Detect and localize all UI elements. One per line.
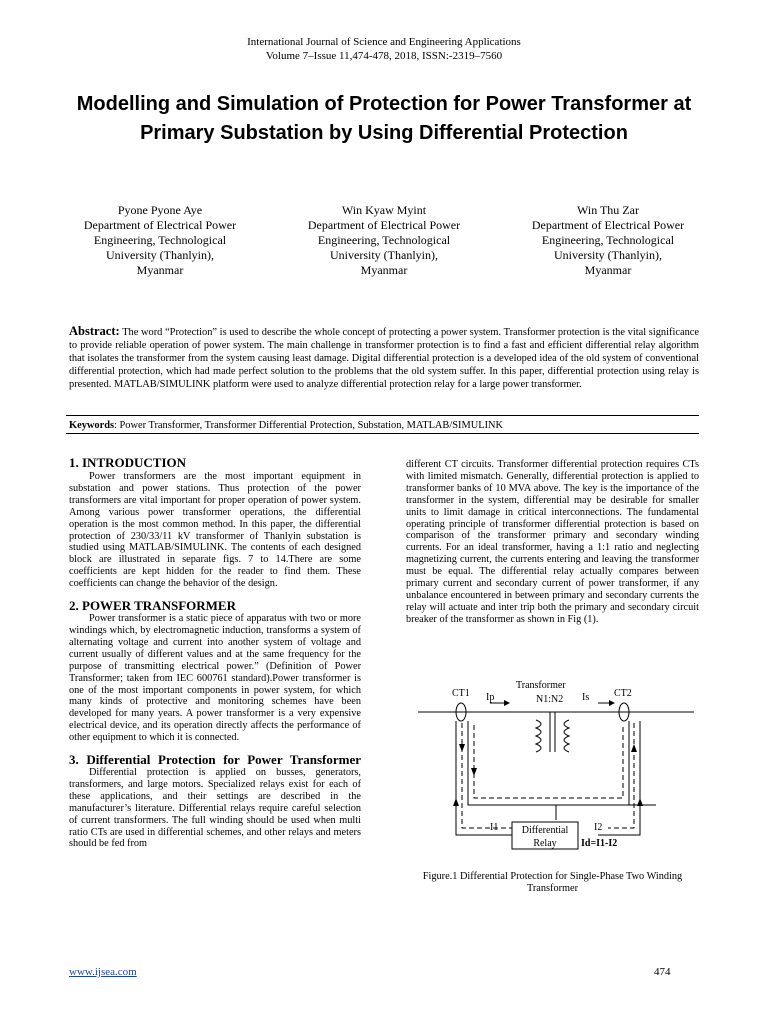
author-3 (508, 203, 708, 278)
current-path-1 (462, 723, 513, 828)
abstract-label: Abstract: (69, 324, 120, 338)
relay-label-line2: Relay (533, 838, 557, 849)
id-equation: Id=I1-I2 (581, 838, 618, 849)
arrow-icon (609, 700, 615, 706)
author-affiliation: University (Thanlyin), (106, 248, 214, 262)
figure-caption: Figure.1 Differential Protection for Single-Phase Two Winding Transformer (422, 871, 683, 894)
author-affiliation: Department of Electrical Power (531, 218, 685, 232)
section-heading-differential-protection: 3. Differential Protection for Power Transformer (69, 752, 361, 768)
arrow-icon (504, 700, 510, 706)
author-affiliation: Engineering, Technological (541, 233, 675, 247)
author-country: Myanmar (136, 263, 184, 277)
journal-link[interactable]: www.ijsea.com (69, 966, 137, 978)
author-affiliation: University (Thanlyin), (330, 248, 438, 262)
ct1-label: CT1 (452, 688, 470, 699)
arrow-icon (631, 744, 637, 752)
author-name: Win Thu Zar (577, 203, 639, 217)
primary-winding-icon (536, 720, 541, 752)
differential-protection-paragraph: Differential protection is applied on busses, generators, transformers, and large motors. Specialized relays exist for each of these applications, and their settings are described in the manufacturer’s literature. Differential relays require careful selection of current transformers. The full winding should be used when multi ratio CTs are used in differential schemes, and other relays and meters should be fed from (69, 767, 361, 850)
ip-label: Ip (486, 692, 495, 703)
ct2-label: CT2 (614, 688, 632, 699)
author-block (60, 203, 708, 278)
arrow-icon (471, 768, 477, 776)
ct1-wire (456, 721, 518, 835)
author-affiliation: Department of Electrical Power (83, 218, 237, 232)
journal-name: International Journal of Science and Engineering Applications (247, 36, 521, 48)
author-country: Myanmar (584, 263, 632, 277)
abstract-text: The word “Protection” is used to describe the whole concept of protecting a power system. Transformer protection is the vital significance to provide reliable operation of power system. The main challenge in transformer protection is to find a fast and efficient differential relay algorithm that isolates the transformer from the system causing least damage. Digital differential protection is a developed idea of the old system of conventional differential protection, which had made perfect solution to the problems that the old system suffer. In this paper, differential protection using relay is presented. MATLAB/SIMULINK platform were used to analyze differential protection relay for a large power transformer. (69, 327, 699, 390)
continued-paragraph: different CT circuits. Transformer differential protection requires CTs with limited mismatch. Generally, differential protection is applied to transformer banks of 10 MVA above. The key is the importance of the transformer in the system, differential may be desirable for smaller units to limit damage in critical interconnections. The fundamental operating principle of transformer differential protection is based on comparison of the transformer primary and secondary winding currents. For an ideal transformer, having a 1:1 ratio and neglecting magnetizing current, the currents entering and leaving the transformer must be equal. The differential relay actually compares between primary current and secondary current of power transformer, if any unbalance encountered in between primary and secondary currents the relay will actuate and inter trip both the primary and secondary circuit breaker of the transformer as shown in Fig (1). (406, 459, 699, 625)
author-name: Pyone Pyone Aye (117, 203, 203, 217)
ct2-wire-outer (598, 721, 640, 835)
i1-label: I1 (490, 822, 499, 833)
page-number: 474 (654, 966, 671, 978)
relay-label-line1: Differential (521, 825, 569, 836)
abstract (69, 325, 699, 391)
keywords (66, 415, 699, 434)
paper-title: Modelling and Simulation of Protection for Power Transformer at Primary Substation by Using Differential Protection (76, 93, 692, 144)
secondary-winding-icon (564, 720, 569, 752)
journal-header (0, 35, 768, 63)
keywords-text: : Power Transformer, Transformer Differential Protection, Substation, MATLAB/SIMULINK (114, 420, 504, 431)
keywords-label: Keywords (69, 420, 115, 431)
arrow-icon (637, 798, 643, 806)
author-1 (60, 203, 260, 278)
author-name: Win Kyaw Myint (341, 203, 427, 217)
current-path-2 (474, 725, 623, 798)
power-transformer-paragraph: Power transformer is a static piece of apparatus with two or more windings which, by electromagnetic induction, transforms a system of alternating voltage and current into another system of voltage and current usually of different values and at the same frequency for the purpose of transmitting electrical power.” (Definition of Power Transformer; taken from IEC 600761 standard).Power transformer is one of the most important components in power system, for which many kinds of protective and monitoring schemes have been developed for many years. A power transformer is a very expensive electrical device, and its operation directly affects the performance of other equipment to which it is connected. (69, 613, 361, 744)
author-affiliation: University (Thanlyin), (554, 248, 662, 262)
transformer-label: Transformer (516, 680, 566, 691)
author-affiliation: Engineering, Technological (317, 233, 451, 247)
left-column (69, 455, 361, 850)
introduction-paragraph: Power transformers are the most important equipment in substation and power stations. Thus protection of the power transformers are vital important for proper operation of power system. Among various power transformer operations, the differential operation is the most common method. In this paper, the differential protection of 230/33/11 kV transformer of Thanlyin substation is studied using MATLAB/SIMULINK. The contents of each designed block are illustrated in separate figs. 7 to 14.There are some coefficients are kept hidden for the reader to find them. These coefficients can change the behavior of the design. (69, 471, 361, 590)
ratio-label: N1:N2 (536, 694, 564, 705)
section-heading-introduction: 1. INTRODUCTION (69, 455, 187, 470)
ct1-wire-inner (468, 721, 656, 805)
right-column (406, 459, 699, 626)
is-label: Is (582, 692, 590, 703)
journal-volume: Volume 7–Issue 11,474-478, 2018, ISSN:-2319–7560 (265, 50, 503, 62)
arrow-icon (459, 744, 465, 752)
author-country: Myanmar (360, 263, 408, 277)
i2-label: I2 (594, 822, 603, 833)
differential-protection-diagram (418, 680, 694, 855)
author-affiliation: Engineering, Technological (93, 233, 227, 247)
arrow-icon (453, 798, 459, 806)
author-2 (284, 203, 484, 278)
author-affiliation: Department of Electrical Power (307, 218, 461, 232)
section-heading-power-transformer: 2. POWER TRANSFORMER (69, 598, 236, 614)
current-path-3 (608, 723, 634, 828)
